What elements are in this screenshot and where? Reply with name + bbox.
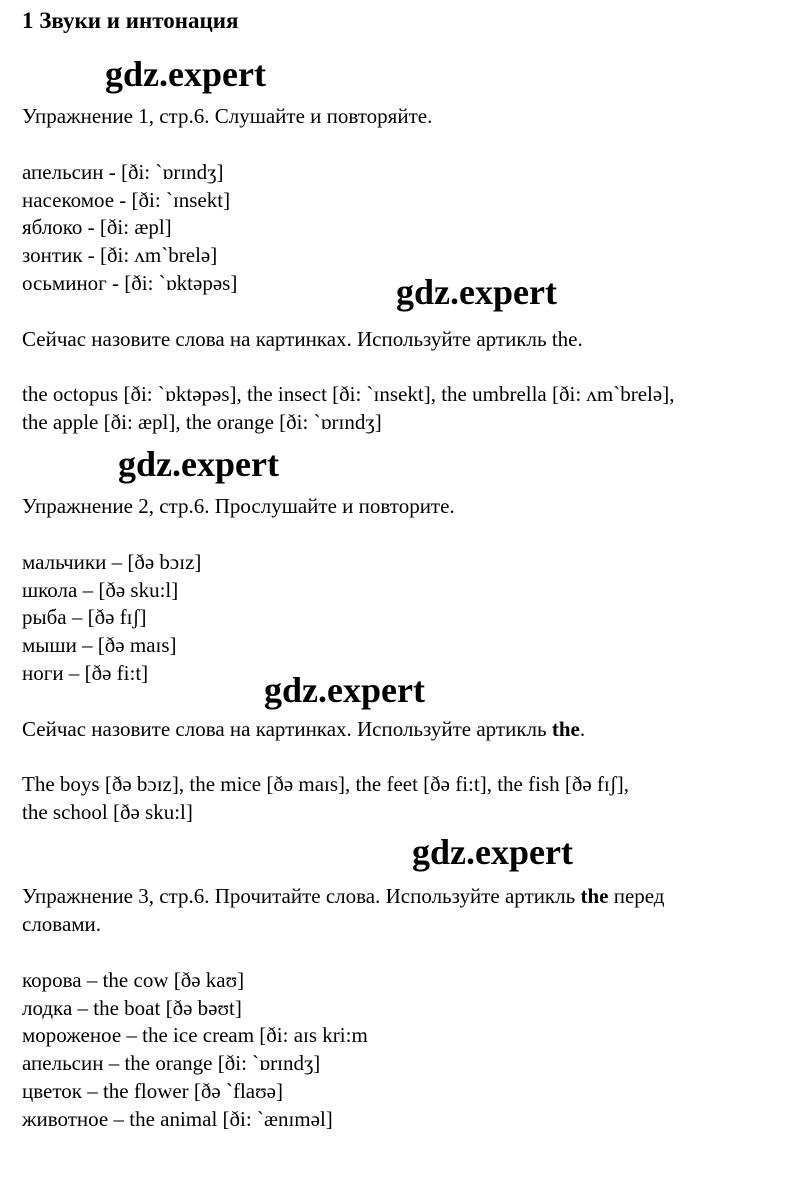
exercise-1-word: апельсин - [ði: `ɒrɪndʒ] — [22, 160, 224, 184]
exercise-2-word: ноги – [ðə fi:t] — [22, 661, 149, 685]
watermark-4: gdz.expert — [264, 670, 425, 710]
exercise-3-title — [22, 883, 665, 909]
exercise-1-word: зонтик - [ði: ʌm`brelə] — [22, 243, 218, 267]
exercise-3-title-text: Упражнение 3, стр.6. Прочитайте слова. Используйте артикль — [22, 884, 581, 908]
exercise-2-word: мыши – [ðə maɪs] — [22, 633, 177, 657]
page-heading: 1 Звуки и интонация — [22, 8, 239, 33]
exercise-3-title-end: перед — [608, 884, 665, 908]
watermark-2: gdz.expert — [396, 272, 557, 312]
exercise-1-title: Упражнение 1, стр.6. Слушайте и повторяйте. — [22, 104, 433, 128]
exercise-2-word: школа – [ðə sku:l] — [22, 578, 179, 602]
exercise-1-answer-line: the apple [ði: æpl], the orange [ði: `ɒrɪndʒ] — [22, 410, 382, 434]
exercise-1-task: Сейчас назовите слова на картинках. Используйте артикль the. — [22, 327, 583, 351]
exercise-2-title: Упражнение 2, стр.6. Прослушайте и повторите. — [22, 494, 455, 518]
article-the: the — [551, 717, 580, 741]
exercise-3-word: животное – the animal [ði: `ænɪməl] — [22, 1107, 333, 1131]
exercise-2-word: рыба – [ðə fɪʃ] — [22, 605, 147, 629]
exercise-3-word: мороженое – the ice cream [ði: aɪs kri:m — [22, 1023, 368, 1047]
article-the: the — [580, 884, 609, 908]
exercise-1-word: осьминог - [ði: `ɒktəpəs] — [22, 271, 238, 295]
exercise-3-title-line-2: словами. — [22, 912, 102, 936]
exercise-2-answer-line: the school [ðə sku:l] — [22, 800, 193, 824]
watermark-1: gdz.expert — [105, 54, 266, 94]
exercise-3-word: апельсин – the orange [ði: `ɒrɪndʒ] — [22, 1051, 321, 1075]
exercise-2-word: мальчики – [ðə bɔɪz] — [22, 550, 202, 574]
exercise-1-word: яблоко - [ði: æpl] — [22, 215, 172, 239]
exercise-3-word: лодка – the boat [ðə bəʊt] — [22, 996, 242, 1020]
exercise-2-task — [22, 716, 585, 742]
exercise-2-task-end: . — [579, 717, 586, 741]
exercise-3-word: корова – the cow [ðə kaʊ] — [22, 968, 245, 992]
watermark-5: gdz.expert — [412, 832, 573, 872]
exercise-1-word: насекомое - [ði: `ɪnsekt] — [22, 188, 231, 212]
exercise-2-answer-line: The boys [ðə bɔɪz], the mice [ðə maɪs], the feet [ðə fi:t], the fish [ðə fɪʃ], — [22, 772, 630, 796]
watermark-3: gdz.expert — [118, 444, 279, 484]
exercise-2-task-text: Сейчас назовите слова на картинках. Используйте артикль — [22, 717, 552, 741]
exercise-1-answer-line: the octopus [ði: `ɒktəpəs], the insect [ði: `ɪnsekt], the umbrella [ði: ʌm`brelə], — [22, 382, 675, 406]
exercise-3-word: цветок – the flower [ðə `flaʊə] — [22, 1079, 283, 1103]
